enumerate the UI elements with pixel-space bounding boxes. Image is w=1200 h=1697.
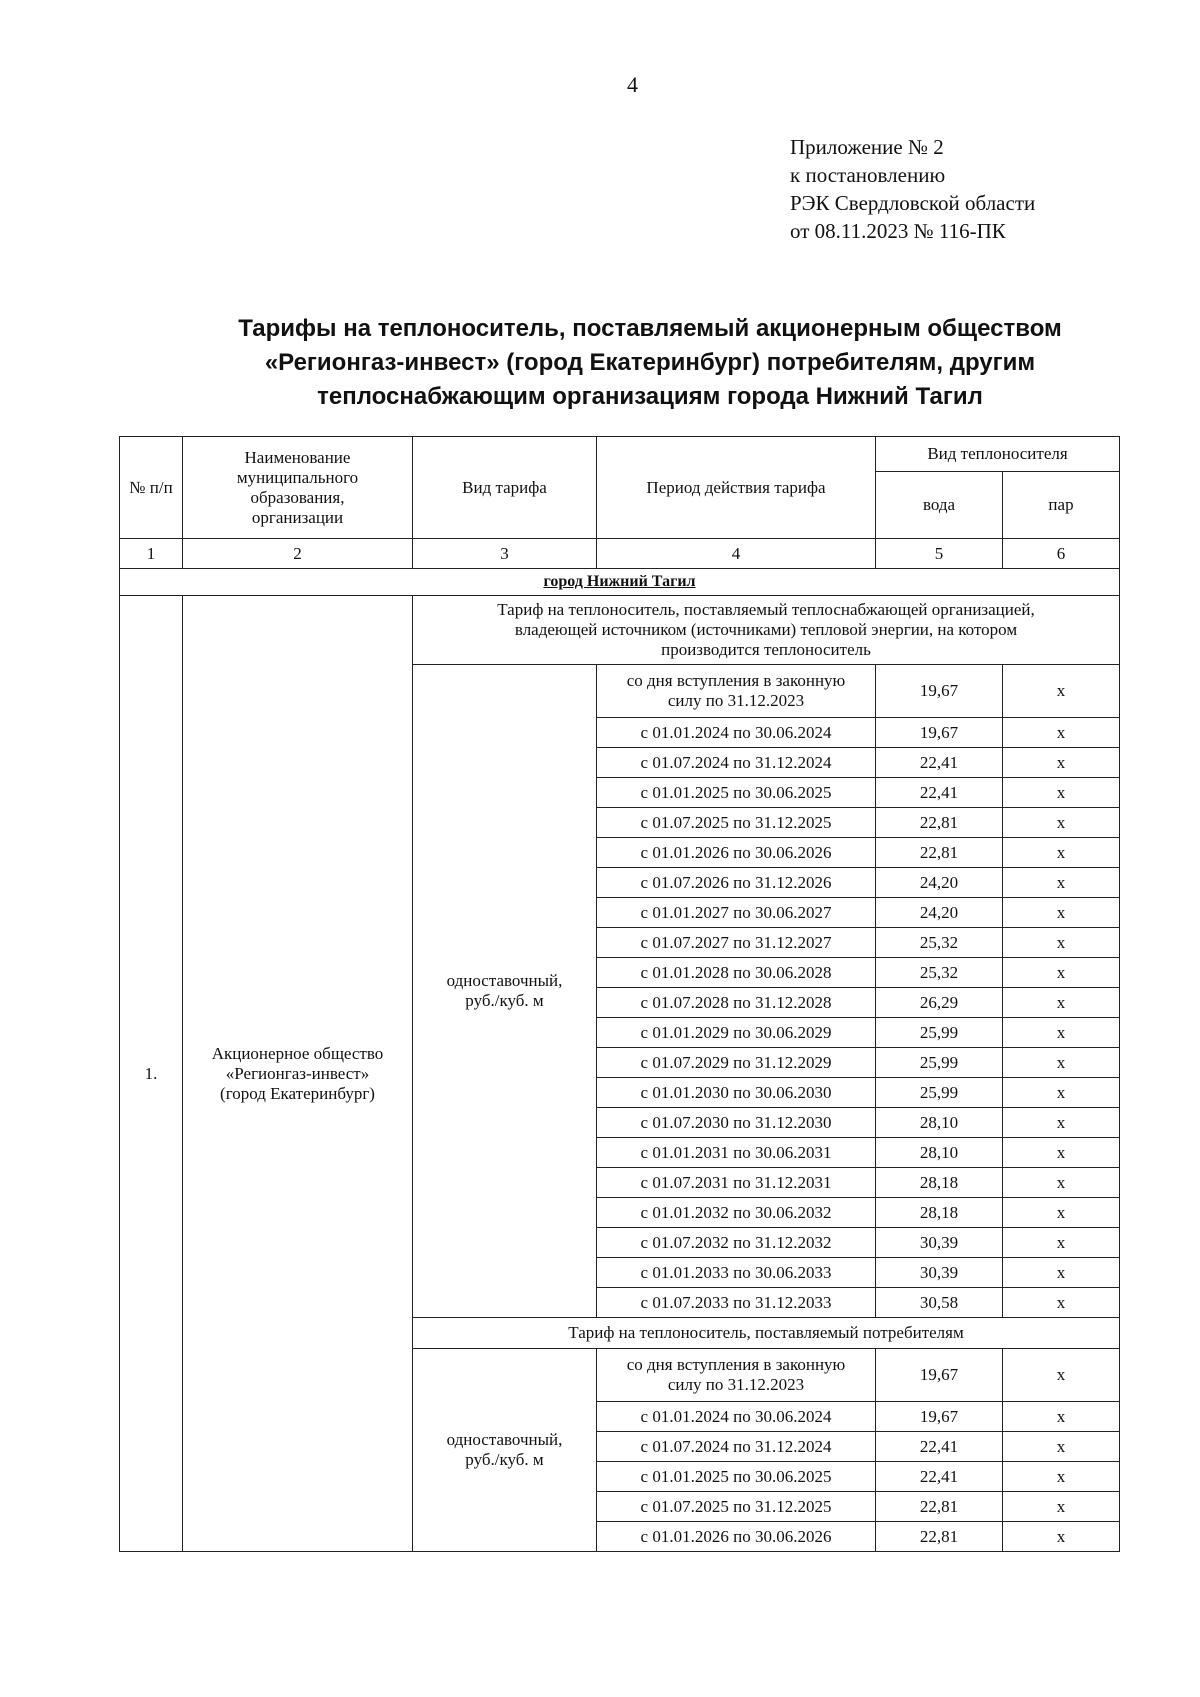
period-cell: с 01.07.2027 по 31.12.2027 [597,928,876,958]
header-period: Период действия тарифа [597,437,876,539]
period-cell: с 01.01.2033 по 30.06.2033 [597,1258,876,1288]
header-carrier: Вид теплоносителя [876,437,1120,472]
appendix-line: РЭК Свердловской области [790,191,1036,215]
steam-value: х [1003,958,1120,988]
period-cell: с 01.07.2025 по 31.12.2025 [597,808,876,838]
period-cell: с 01.07.2024 по 31.12.2024 [597,748,876,778]
water-value: 25,99 [876,1048,1003,1078]
steam-value: х [1003,1402,1120,1432]
steam-value: х [1003,665,1120,718]
header-num: № п/п [120,437,183,539]
page-number: 4 [627,72,638,97]
period-cell: с 01.01.2027 по 30.06.2027 [597,898,876,928]
steam-value: х [1003,718,1120,748]
steam-value: х [1003,1492,1120,1522]
tariff-type-2: одноставочный, руб./куб. м [413,1349,597,1552]
period-cell: со дня вступления в законную силу по 31.12.2023 [597,1349,876,1402]
row-number: 1. [120,596,183,1552]
steam-value: х [1003,868,1120,898]
period-cell: с 01.01.2030 по 30.06.2030 [597,1078,876,1108]
steam-value: х [1003,928,1120,958]
water-value: 19,67 [876,718,1003,748]
col-number: 5 [876,539,1003,569]
water-value: 22,41 [876,748,1003,778]
water-value: 25,32 [876,958,1003,988]
header-water: вода [876,472,1003,539]
appendix-line: Приложение № 2 [790,135,944,159]
water-value: 22,81 [876,808,1003,838]
water-value: 19,67 [876,1402,1003,1432]
period-cell: с 01.01.2025 по 30.06.2025 [597,1462,876,1492]
col-number: 1 [120,539,183,569]
steam-value: х [1003,1432,1120,1462]
steam-value: х [1003,1228,1120,1258]
col-number: 4 [597,539,876,569]
period-cell: со дня вступления в законную силу по 31.12.2023 [597,665,876,718]
period-cell: с 01.01.2029 по 30.06.2029 [597,1018,876,1048]
city-heading: город Нижний Тагил [120,569,1120,596]
appendix-block [790,133,1035,245]
steam-value: х [1003,1078,1120,1108]
water-value: 30,39 [876,1228,1003,1258]
steam-value: х [1003,1048,1120,1078]
period-cell: с 01.01.2024 по 30.06.2024 [597,1402,876,1432]
appendix-line: от 08.11.2023 № 116-ПК [790,219,1006,243]
steam-value: х [1003,748,1120,778]
steam-value: х [1003,1288,1120,1318]
steam-value: х [1003,1018,1120,1048]
water-value: 30,58 [876,1288,1003,1318]
steam-value: х [1003,1522,1120,1552]
water-value: 24,20 [876,898,1003,928]
period-cell: с 01.01.2032 по 30.06.2032 [597,1198,876,1228]
water-value: 22,41 [876,1432,1003,1462]
period-cell: с 01.07.2028 по 31.12.2028 [597,988,876,1018]
steam-value: х [1003,1138,1120,1168]
steam-value: х [1003,1258,1120,1288]
tariff-table [119,436,1120,1552]
period-cell: с 01.07.2024 по 31.12.2024 [597,1432,876,1462]
col-number: 3 [413,539,597,569]
water-value: 24,20 [876,868,1003,898]
section-heading-2: Тариф на теплоноситель, поставляемый потребителям [413,1318,1120,1349]
period-cell: с 01.07.2029 по 31.12.2029 [597,1048,876,1078]
water-value: 22,81 [876,838,1003,868]
period-cell: с 01.01.2026 по 30.06.2026 [597,838,876,868]
water-value: 30,39 [876,1258,1003,1288]
header-org: Наименование муниципального образования, организации [183,437,413,539]
water-value: 28,10 [876,1108,1003,1138]
steam-value: х [1003,1108,1120,1138]
steam-value: х [1003,778,1120,808]
water-value: 22,81 [876,1522,1003,1552]
period-cell: с 01.01.2024 по 30.06.2024 [597,718,876,748]
period-cell: с 01.01.2026 по 30.06.2026 [597,1522,876,1552]
water-value: 19,67 [876,1349,1003,1402]
steam-value: х [1003,838,1120,868]
header-steam: пар [1003,472,1120,539]
col-number: 2 [183,539,413,569]
steam-value: х [1003,1462,1120,1492]
steam-value: х [1003,1198,1120,1228]
period-cell: с 01.01.2031 по 30.06.2031 [597,1138,876,1168]
period-cell: с 01.07.2026 по 31.12.2026 [597,868,876,898]
water-value: 22,41 [876,778,1003,808]
water-value: 25,32 [876,928,1003,958]
steam-value: х [1003,898,1120,928]
period-cell: с 01.01.2025 по 30.06.2025 [597,778,876,808]
water-value: 22,81 [876,1492,1003,1522]
period-cell: с 01.07.2033 по 31.12.2033 [597,1288,876,1318]
period-cell: с 01.07.2030 по 31.12.2030 [597,1108,876,1138]
water-value: 28,18 [876,1198,1003,1228]
water-value: 25,99 [876,1018,1003,1048]
appendix-line: к постановлению [790,163,946,187]
water-value: 28,10 [876,1138,1003,1168]
steam-value: х [1003,808,1120,838]
period-cell: с 01.01.2028 по 30.06.2028 [597,958,876,988]
organization-name: Акционерное общество «Регионгаз-инвест» (город Екатеринбург) [183,596,413,1552]
header-tariff-type: Вид тарифа [413,437,597,539]
steam-value: х [1003,1349,1120,1402]
col-number: 6 [1003,539,1120,569]
tariff-type-1: одноставочный, руб./куб. м [413,665,597,1318]
title-line: «Регионгаз-инвест» (город Екатеринбург) потребителям, другим [264,349,1036,376]
water-value: 22,41 [876,1462,1003,1492]
period-cell: с 01.07.2031 по 31.12.2031 [597,1168,876,1198]
period-cell: с 01.07.2025 по 31.12.2025 [597,1492,876,1522]
title-line: теплоснабжающим организациям города Нижний Тагил [317,383,983,410]
steam-value: х [1003,988,1120,1018]
steam-value: х [1003,1168,1120,1198]
water-value: 26,29 [876,988,1003,1018]
water-value: 28,18 [876,1168,1003,1198]
period-cell: с 01.07.2032 по 31.12.2032 [597,1228,876,1258]
water-value: 25,99 [876,1078,1003,1108]
title-line: Тарифы на теплоноситель, поставляемый акционерным обществом [238,315,1062,342]
water-value: 19,67 [876,665,1003,718]
section-heading-1: Тариф на теплоноситель, поставляемый теплоснабжающей организацией, владеющей источником (источниками) тепловой энергии, на котором производится теплоноситель [413,596,1120,665]
document-title [150,312,1150,414]
